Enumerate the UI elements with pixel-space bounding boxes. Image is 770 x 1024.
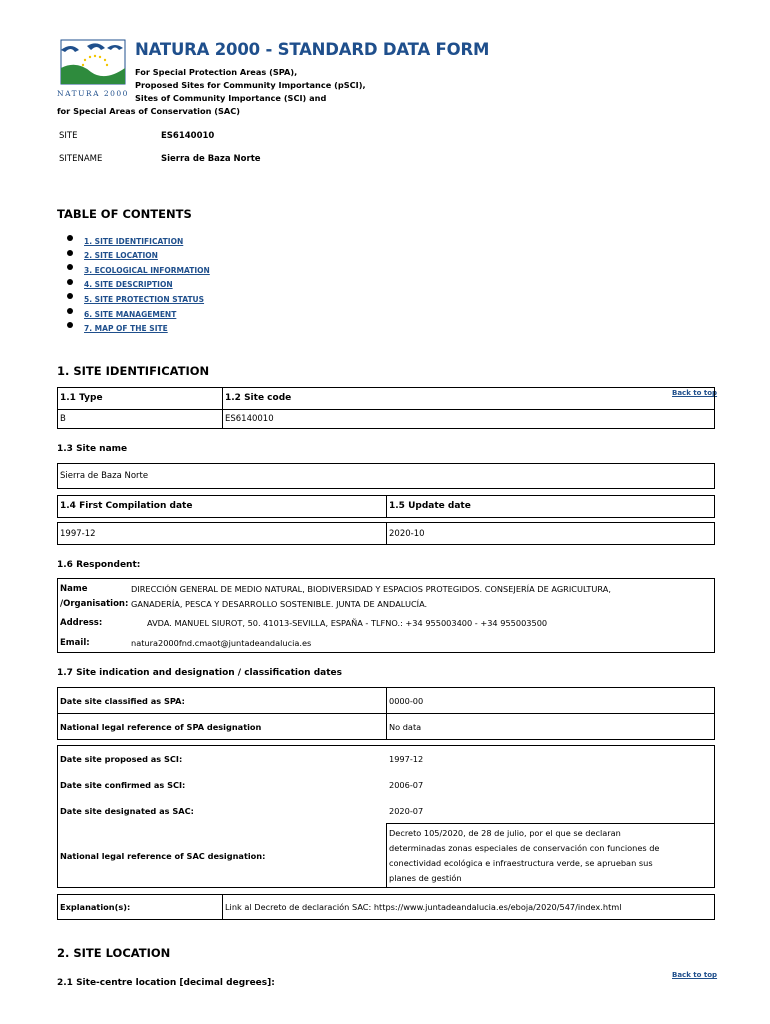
toc-bullet: [67, 293, 73, 299]
subtitle-line-3: Sites of Community Importance (SCI) and: [135, 93, 327, 103]
site-centre-location-heading: 2.1 Site-centre location [decimal degrees]:: [57, 978, 275, 988]
toc-bullet: [67, 279, 73, 285]
site-code-value: ES6140010: [161, 131, 215, 141]
toc-link-site-identification[interactable]: 1. SITE IDENTIFICATION: [84, 237, 184, 246]
sci-confirmed-label: Date site confirmed as SCI:: [60, 780, 186, 790]
first-compilation-header: 1.4 First Compilation date: [60, 501, 193, 511]
natura-2000-logo: [57, 38, 129, 100]
toc-bullet: [67, 250, 73, 256]
type-header: 1.1 Type: [60, 393, 103, 403]
name-label: Name: [60, 584, 88, 594]
toc-bullet: [67, 322, 73, 328]
toc-bullet: [67, 235, 73, 241]
site-name-value: Sierra de Baza Norte: [60, 471, 149, 481]
table-divider: [386, 495, 387, 518]
spa-legal-reference-value: No data: [389, 722, 422, 732]
subtitle-line-4: for Special Areas of Conservation (SAC): [57, 106, 240, 116]
site-label: SITE: [59, 131, 78, 141]
respondent-heading: 1.6 Respondent:: [57, 560, 141, 570]
toc-bullet: [67, 308, 73, 314]
table-divider: [57, 409, 715, 410]
sac-legal-reference-label: National legal reference of SAC designation:: [60, 851, 266, 861]
site-name-box: [57, 463, 715, 489]
sitename-value: Sierra de Baza Norte: [161, 154, 261, 164]
svg-text:NATURA 2000: NATURA 2000: [57, 89, 129, 98]
sac-legal-reference-line: planes de gestión: [389, 873, 462, 883]
table-divider: [222, 387, 223, 429]
organisation-value-line-1: DIRECCIÓN GENERAL DE MEDIO NATURAL, BIODIVERSIDAD Y ESPACIOS PROTEGIDOS. CONSEJERÍA DE AGRICULTURA,: [131, 584, 611, 594]
organisation-value-line-2: GANADERÍA, PESCA Y DESARROLLO SOSTENIBLE. JUNTA DE ANDALUCÍA.: [131, 599, 428, 609]
update-date-header: 1.5 Update date: [389, 501, 471, 511]
subtitle-line-2: Proposed Sites for Community Importance (pSCI),: [135, 80, 366, 90]
email-label: Email:: [60, 638, 90, 648]
table-divider: [386, 687, 387, 740]
spa-classified-value: 0000-00: [389, 696, 424, 706]
section-2-heading: 2. SITE LOCATION: [57, 946, 171, 960]
sci-proposed-label: Date site proposed as SCI:: [60, 754, 183, 764]
first-compilation-value: 1997-12: [60, 529, 96, 539]
toc-link-site-management[interactable]: 6. SITE MANAGEMENT: [84, 310, 177, 319]
sac-legal-reference-line: Decreto 105/2020, de 28 de julio, por el que se declaran: [389, 828, 621, 838]
explanation-value: Link al Decreto de declaración SAC: https://www.juntadeandalucia.es/eboja/2020/547/index.html: [225, 902, 622, 912]
toc-link-ecological-information[interactable]: 3. ECOLOGICAL INFORMATION: [84, 266, 210, 275]
organisation-label: /Organisation:: [60, 599, 129, 609]
site-code-header: 1.2 Site code: [225, 393, 292, 403]
table-divider: [386, 522, 387, 545]
address-value: AVDA. MANUEL SIUROT, 50. 41013-SEVILLA, ESPAÑA - TLFNO.: +34 955003400 - +34 955003500: [147, 618, 548, 628]
toc-link-site-protection-status[interactable]: 5. SITE PROTECTION STATUS: [84, 295, 205, 304]
sac-legal-reference-line: determinadas zonas especiales de conservación con funciones de: [389, 843, 660, 853]
email-value: natura2000fnd.cmaot@juntadeandalucia.es: [131, 638, 312, 648]
explanation-label: Explanation(s):: [60, 902, 131, 912]
sac-designated-label: Date site designated as SAC:: [60, 806, 194, 816]
site-name-heading: 1.3 Site name: [57, 444, 128, 454]
address-label: Address:: [60, 618, 103, 628]
toc-bullet: [67, 264, 73, 270]
page-title: NATURA 2000 - STANDARD DATA FORM: [135, 40, 490, 59]
toc-link-site-location[interactable]: 2. SITE LOCATION: [84, 251, 158, 260]
sac-designated-value: 2020-07: [389, 806, 424, 816]
toc-link-map-of-the-site[interactable]: 7. MAP OF THE SITE: [84, 324, 168, 333]
sitename-label: SITENAME: [59, 154, 103, 164]
type-value: B: [60, 414, 66, 424]
back-to-top-link[interactable]: Back to top: [672, 389, 718, 397]
designation-dates-heading: 1.7 Site indication and designation / classification dates: [57, 668, 342, 678]
toc-heading: TABLE OF CONTENTS: [57, 207, 192, 221]
section-1-heading: 1. SITE IDENTIFICATION: [57, 364, 210, 378]
spa-legal-reference-label: National legal reference of SPA designation: [60, 722, 262, 732]
toc-link-site-description[interactable]: 4. SITE DESCRIPTION: [84, 280, 173, 289]
type-code-table: [57, 387, 718, 429]
back-to-top-link[interactable]: Back to top: [672, 971, 718, 979]
table-divider: [222, 894, 223, 920]
sac-legal-reference-line: conectividad ecológica e infraestructura verde, se aprueban sus: [389, 858, 653, 868]
site-code-cell: ES6140010: [225, 414, 274, 424]
sci-proposed-value: 1997-12: [389, 754, 424, 764]
update-date-value: 2020-10: [389, 529, 425, 539]
sci-confirmed-value: 2006-07: [389, 780, 424, 790]
spa-classified-label: Date site classified as SPA:: [60, 696, 185, 706]
subtitle-line-1: For Special Protection Areas (SPA),: [135, 67, 298, 77]
